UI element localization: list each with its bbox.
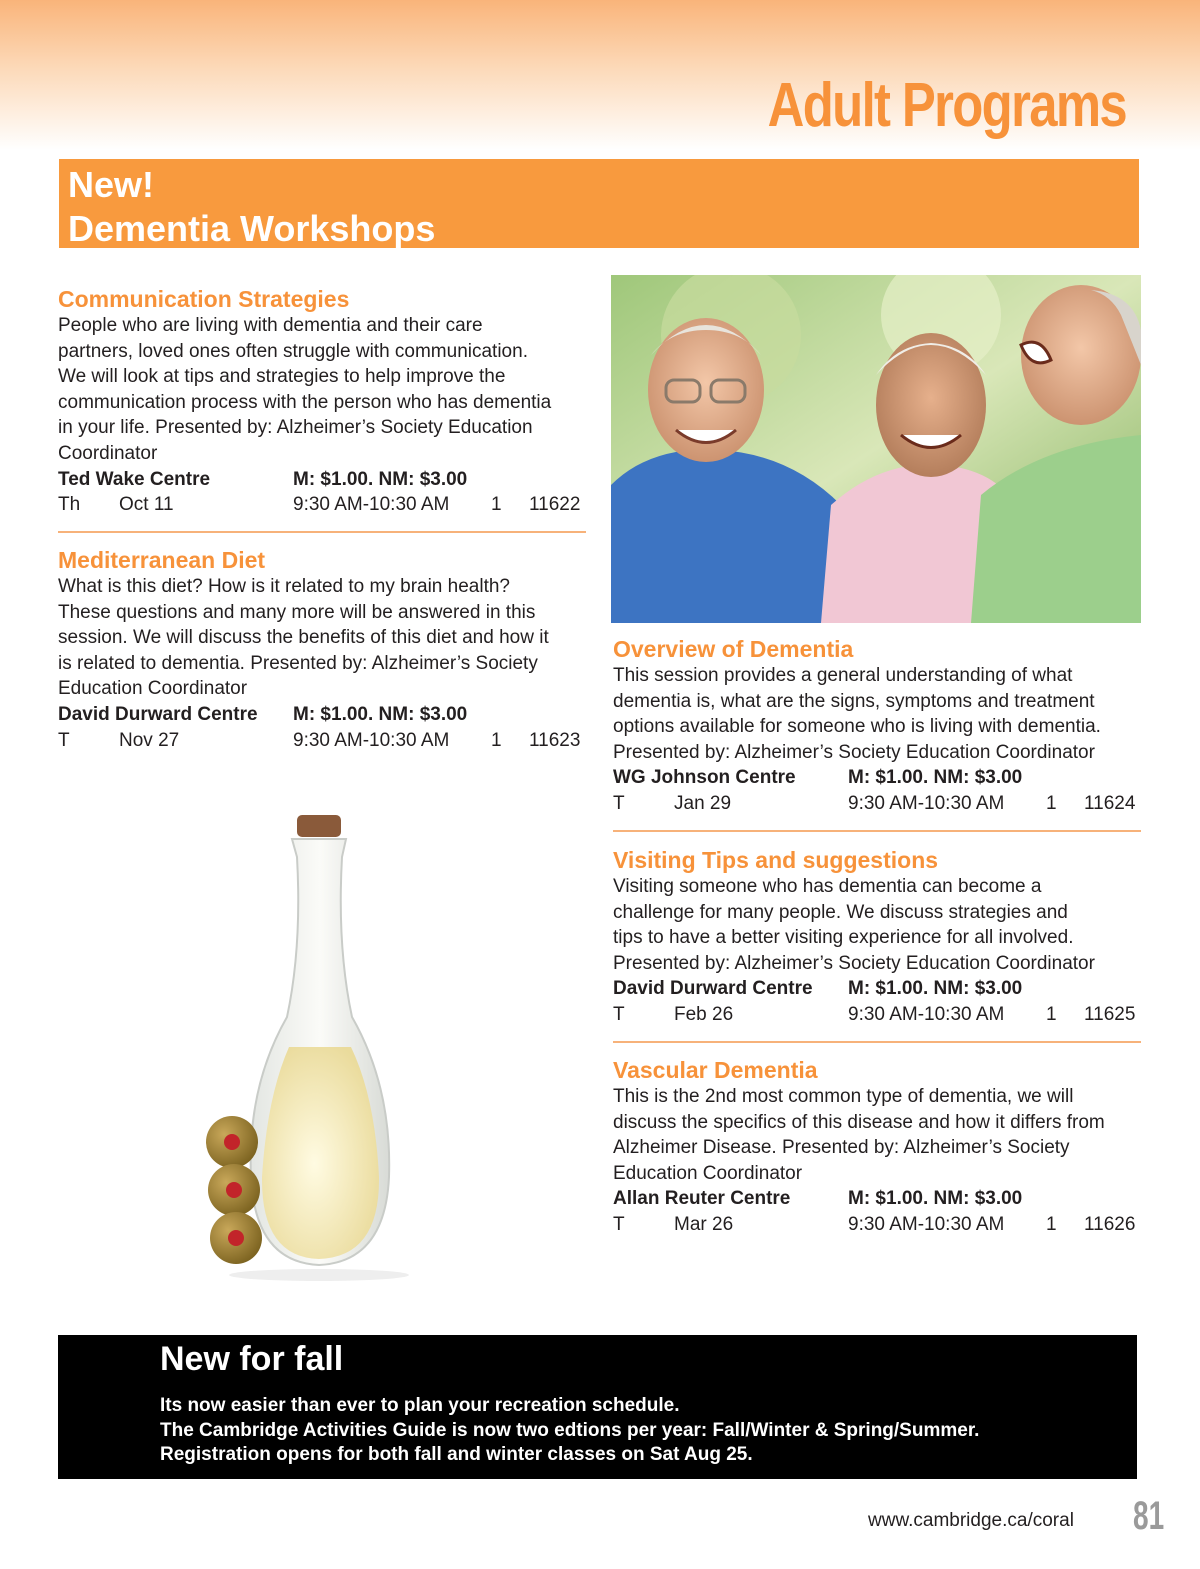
description-line: in your life. Presented by: Alzheimer’s Society Education: [58, 417, 533, 439]
course-code: 11623: [529, 729, 581, 751]
program-title: Mediterranean Diet: [58, 547, 266, 573]
program-mediterranean-diet: [58, 547, 588, 753]
schedule-row: [58, 492, 588, 518]
seniors-photo-image: [611, 275, 1141, 623]
sessions: 1: [1046, 1003, 1057, 1025]
description-line: Education Coordinator: [58, 678, 248, 700]
program-communication-strategies: [58, 286, 588, 518]
program-description: [58, 313, 588, 467]
description-line: dementia is, what are the signs, symptoms and treatment: [613, 690, 1095, 712]
time: 9:30 AM-10:30 AM: [848, 792, 1005, 814]
description-line: is related to dementia. Presented by: Alzheimer’s Society: [58, 652, 538, 674]
time: 9:30 AM-10:30 AM: [848, 1213, 1005, 1235]
description-line: These questions and many more will be answered in this: [58, 601, 536, 623]
day: T: [613, 1003, 625, 1025]
sessions: 1: [491, 729, 502, 751]
footer-url[interactable]: www.cambridge.ca/coral: [868, 1510, 1074, 1531]
description-line: tips to have a better visiting experience for all involved.: [613, 927, 1074, 949]
program-title: Visiting Tips and suggestions: [613, 847, 939, 873]
location-row: [58, 702, 588, 728]
program-vascular-dementia: [613, 1057, 1143, 1238]
location: WG Johnson Centre: [613, 767, 796, 789]
program-description: [613, 1084, 1143, 1186]
location-row: [58, 467, 588, 493]
description-line: discuss the specifics of this disease and how it differs from: [613, 1111, 1105, 1133]
location: Allan Reuter Centre: [613, 1188, 791, 1210]
sessions: 1: [491, 494, 502, 516]
day: T: [58, 729, 70, 751]
date: Nov 27: [119, 729, 180, 751]
description-line: Presented by: Alzheimer’s Society Education Coordinator: [613, 741, 1095, 763]
schedule-row: [613, 791, 1143, 817]
program-title: Overview of Dementia: [613, 636, 854, 662]
fee: M: $1.00. NM: $3.00: [293, 468, 468, 490]
description-line: options available for someone who is living with dementia.: [613, 716, 1101, 738]
description-line: Alzheimer Disease. Presented by: Alzheimer’s Society: [613, 1137, 1070, 1159]
fall-line: Its now easier than ever to plan your recreation schedule.: [160, 1395, 680, 1416]
olive-oil-bottle-image: [137, 797, 462, 1285]
banner-line-new: New!: [68, 164, 155, 205]
sessions: 1: [1046, 792, 1057, 814]
location: Ted Wake Centre: [58, 468, 211, 490]
time: 9:30 AM-10:30 AM: [293, 494, 450, 516]
day: T: [613, 1213, 625, 1235]
page-number: 81: [1133, 1494, 1165, 1538]
date: Oct 11: [119, 494, 174, 516]
date: Mar 26: [674, 1213, 734, 1235]
seniors-photo: [611, 275, 1141, 623]
new-for-fall-box: [58, 1335, 1137, 1479]
description-line: Coordinator: [58, 442, 158, 464]
separator: [613, 1041, 1141, 1043]
olive-oil-illustration: [137, 797, 462, 1285]
time: 9:30 AM-10:30 AM: [848, 1003, 1005, 1025]
description-line: This session provides a general understanding of what: [613, 665, 1073, 686]
date: Jan 29: [674, 792, 732, 814]
fee: M: $1.00. NM: $3.00: [293, 703, 468, 725]
program-title: Vascular Dementia: [613, 1057, 818, 1083]
location-row: [613, 1186, 1143, 1212]
time: 9:30 AM-10:30 AM: [293, 729, 450, 751]
schedule-row: [613, 1002, 1143, 1028]
banner-line-title: Dementia Workshops: [68, 208, 436, 248]
location: David Durward Centre: [613, 978, 813, 1000]
schedule-row: [613, 1212, 1143, 1238]
fall-line: The Cambridge Activities Guide is now two edtions per year: Fall/Winter & Spring/Summer.: [160, 1420, 980, 1441]
fee: M: $1.00. NM: $3.00: [848, 978, 1023, 1000]
description-line: partners, loved ones often struggle with communication.: [58, 340, 528, 362]
course-code: 11624: [1084, 792, 1136, 814]
program-visiting-tips: [613, 847, 1143, 1028]
course-code: 11626: [1084, 1213, 1136, 1235]
course-code: 11625: [1084, 1003, 1136, 1025]
day: T: [613, 792, 625, 814]
program-description: [58, 574, 588, 702]
program-title: Communication Strategies: [58, 286, 350, 312]
location-row: [613, 976, 1143, 1002]
fall-line: Registration opens for both fall and winter classes on Sat Aug 25.: [160, 1444, 753, 1465]
description-line: challenge for many people. We discuss strategies and: [613, 901, 1068, 923]
fee: M: $1.00. NM: $3.00: [848, 767, 1023, 789]
separator: [613, 830, 1141, 832]
description-line: Education Coordinator: [613, 1162, 803, 1184]
sessions: 1: [1046, 1213, 1057, 1235]
description-line: Visiting someone who has dementia can become a: [613, 876, 1042, 897]
fall-title: New for fall: [160, 1340, 344, 1378]
description-line: communication process with the person who has dementia: [58, 391, 552, 413]
description-line: People who are living with dementia and their care: [58, 315, 483, 336]
location: David Durward Centre: [58, 703, 258, 725]
description-line: session. We will discuss the benefits of this diet and how it: [58, 627, 549, 649]
workshop-banner: [59, 159, 1139, 248]
description-line: This is the 2nd most common type of dementia, we will: [613, 1086, 1074, 1107]
program-description: [613, 663, 1143, 765]
course-code: 11622: [529, 494, 581, 516]
date: Feb 26: [674, 1003, 734, 1025]
fee: M: $1.00. NM: $3.00: [848, 1188, 1023, 1210]
program-description: [613, 874, 1143, 976]
day: Th: [58, 494, 81, 516]
location-row: [613, 765, 1143, 791]
program-overview-of-dementia: [613, 636, 1143, 817]
description-line: What is this diet? How is it related to my brain health?: [58, 576, 510, 597]
schedule-row: [58, 728, 588, 754]
separator: [58, 531, 586, 533]
description-line: We will look at tips and strategies to help improve the: [58, 366, 506, 388]
description-line: Presented by: Alzheimer’s Society Education Coordinator: [613, 952, 1095, 974]
section-title: Adult Programs: [767, 71, 1126, 140]
